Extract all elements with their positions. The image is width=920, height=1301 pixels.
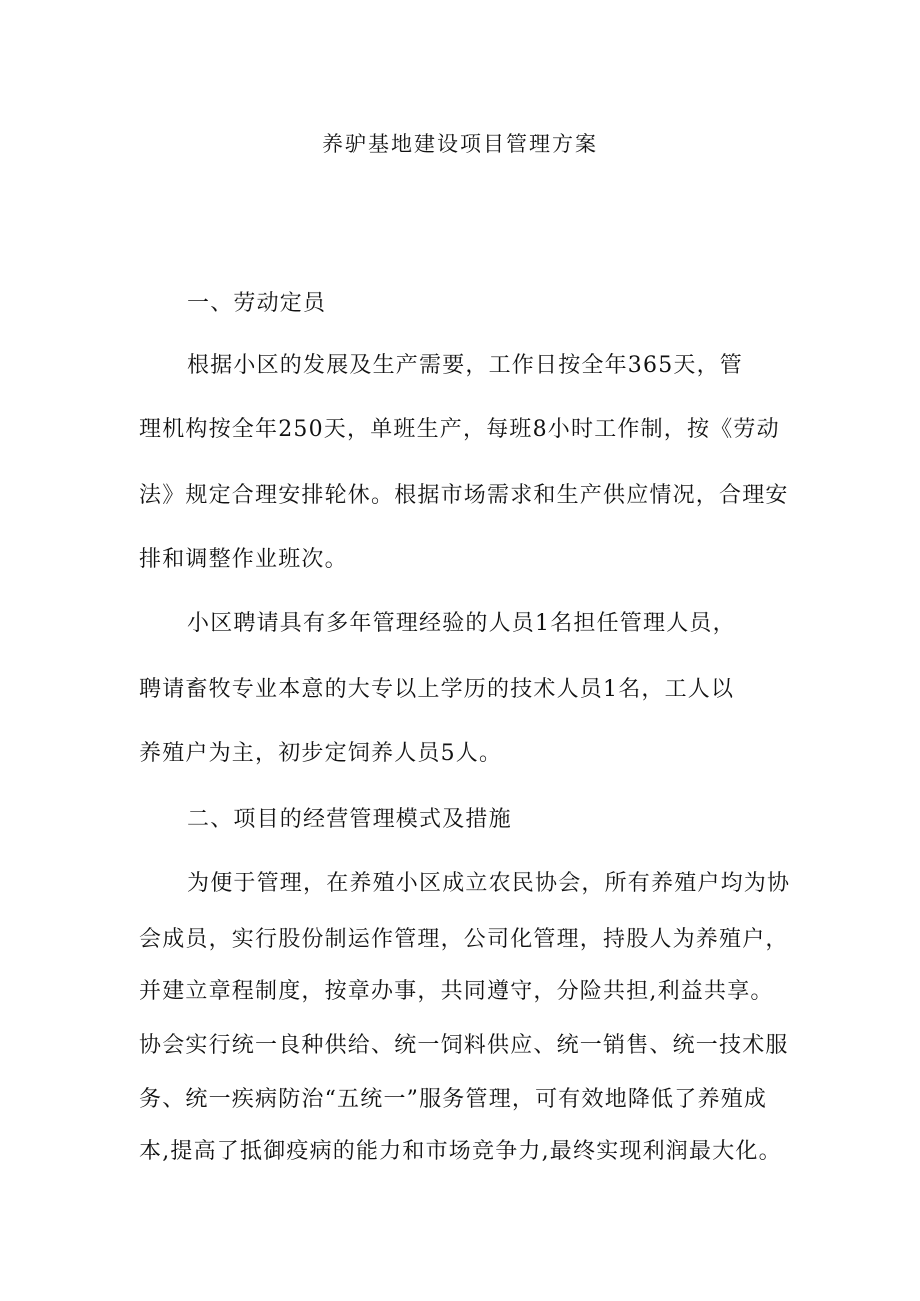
paragraph-line: 并建立章程制度，按章办事，共同遵守，分险共担,利益共享。 — [139, 979, 774, 1004]
paragraph-line: 务、统一疾病防治“五统一”服务管理，可有效地降低了养殖成 — [139, 1087, 768, 1112]
document-title: 养驴基地建设项目管理方案 — [322, 132, 598, 156]
paragraph-line: 本,提高了抵御疫病的能力和市场竞争力,最终实现利润最大化。 — [139, 1139, 782, 1164]
paragraph-line: 会成员，实行股份制运作管理，公司化管理，持股人为养殖户， — [139, 927, 789, 952]
paragraph-line: 小区聘请具有多年管理经验的人员1名担任管理人员， — [187, 611, 736, 636]
paragraph-line: 为便于管理，在养殖小区成立农民协会，所有养殖户均为协 — [187, 871, 791, 896]
paragraph-line: 聘请畜牧专业本意的大专以上学历的技术人员1名，工人以 — [139, 677, 735, 702]
paragraph-line: 协会实行统一良种供给、统一饲料供应、统一销售、统一技术服 — [139, 1033, 789, 1058]
paragraph-line: 法》规定合理安排轮休。根据市场需求和生产供应情况，合理安 — [139, 483, 789, 508]
section-heading-management: 二、项目的经营管理模式及措施 — [187, 807, 512, 832]
paragraph-line: 养殖户为主，初步定饲养人员5人。 — [139, 741, 503, 766]
section-heading-labor: 一、劳动定员 — [187, 291, 327, 316]
paragraph-line: 根据小区的发展及生产需要，工作日按全年365天，管 — [187, 353, 743, 378]
paragraph-line: 理机构按全年250天，单班生产，每班8小时工作制，按《劳动 — [139, 417, 780, 442]
paragraph-line: 排和调整作业班次。 — [139, 547, 348, 572]
